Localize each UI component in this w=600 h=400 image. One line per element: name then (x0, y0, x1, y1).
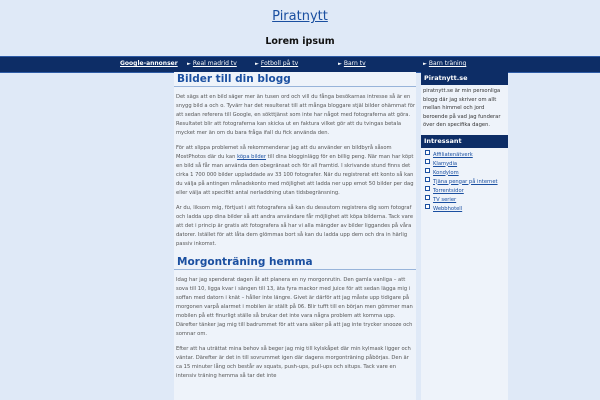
post-paragraph: Efter att ha uträttat mina behov så beger jag mig till kylskåpet där min kylmask ligger och väntar. Därefter är det in till sovrummet igen där dagens morgonträning påbörjas. Den är ca 15 minuter lång och består av squats, push-ups, pull-ups och situps. Tack vare en intensiv träning hemma så tar det inte (176, 346, 411, 379)
sidebar-link-label: Affiliatenätverk (433, 151, 473, 158)
nav-link-barn-traning[interactable] (423, 60, 466, 67)
sidebar-link[interactable] (425, 177, 508, 186)
sidebar-link-list (421, 148, 508, 217)
paragraph-text: För att slippa problemet så rekommenderar jag att du använder en bildbyrå såsom MostPhotos där du kan (176, 145, 392, 160)
arrow-right-icon: ► (187, 61, 191, 67)
nav-link-label: Real madrid tv (192, 60, 237, 67)
sidebar-link[interactable] (425, 195, 508, 204)
bullet-icon (425, 186, 430, 191)
sidebar-link[interactable] (425, 159, 508, 168)
sidebar-about-title: Piratnytt.se (421, 72, 508, 85)
site-header (0, 0, 600, 56)
main-content (174, 72, 416, 400)
bullet-icon (425, 168, 430, 173)
sidebar-links-title: Intressant (421, 135, 508, 148)
sidebar-link-label: Klamydia (433, 160, 458, 167)
nav-link-real-madrid-tv[interactable] (187, 60, 237, 67)
nav-link-label: Barn tv (343, 60, 366, 67)
blog-post (174, 72, 416, 249)
sidebar-link[interactable] (425, 186, 508, 195)
sidebar-link-label: Torrentsidor (433, 187, 464, 194)
bullet-icon (425, 204, 430, 209)
nav-link-label: Barn träning (428, 60, 467, 67)
sidebar-link-label: Webbhotell (433, 205, 463, 212)
paragraph-text: till dina blogginlägg för en billig peng. När man har köpt en bild så får man använda den obegränsat och för all framtid. I skrivande stund finns det cirka 1 700 000 bilder uppladdade av 33 100 fotografer. När du registrerat ett konto så kan du välja på antingen månadskonto med möjlighet att ladda ner upp emot 50 bilder per dag eller välja att specifikt antal nerladdning utan tidsbegränsning. (176, 154, 414, 196)
arrow-right-icon: ► (255, 61, 259, 67)
nav-link-barn-tv[interactable] (338, 60, 366, 67)
bullet-icon (425, 150, 430, 155)
buy-images-link[interactable]: köpa bilder (237, 154, 266, 160)
post-title[interactable]: Bilder till din blogg (174, 73, 416, 87)
sidebar (421, 72, 508, 400)
sidebar-link-label: Kondylom (433, 169, 459, 176)
post-paragraph: Det sägs att en bild säger mer än tusen ord och vill du fånga besökarnas intresse så är en snygg bild a och o. Tyvärr har det resulterat till att många bloggare stjäl bilder ohämmat för att sedan referera till Google, en sökttjänst som inte har något med fotograferna att göra. Resultatet blir att fotograferna kan skicka ut en faktura vilket gör att du tvingas betala mycket mer än om du bara fråga ifall du fick använda den. (176, 94, 416, 136)
sidebar-about-text: piratnytt.se är min personliga blogg där jag skriver om allt mellan himmel och jord beroende på vad jag funderar över den specifika dagen. (423, 88, 501, 128)
site-title-link[interactable]: Piratnytt (272, 9, 328, 24)
post-paragraph: Ar du, liksom mig, förtjust i att fotografera så kan du dessutom registrera dig som fotograf och ladda upp dina bilder så att andra användare får möjlighet att köpa bilderna. Tack vare att det i princip är gratis att fotografera så har vi alla mängder av bilder liggandes på våra datorer. Istället för att låta dem glömmas bort så kan du ladda upp dem och dra in härlig passiv inkomst. (176, 205, 414, 247)
bullet-icon (425, 195, 430, 200)
post-paragraph (176, 144, 416, 198)
nav-link-fotboll-tv[interactable] (255, 60, 298, 67)
google-ads-link[interactable]: Google-annonser (120, 60, 178, 67)
post-paragraph: Idag har jag spenderat dagen åt att planera en ny morgonrutin. Den gamla vanliga – att sova till 10, ligga kvar i sängen till 13, äta fyra mackor med juice för att sedan lägga mig i soffan med datorn i knät – håller inte längre. Givet är därför att jag måste upp tidigare på morgonen varpå alarmet i mobilen är ställt på 06. Blir tufft till en början men gömmer man mobilen på ett finurligt ställe så brukar det inte vara några problem att komma upp. Därefter tänker jag mig till badrummet för att vara säker på att jag inte trycker snooze och somnar om. (176, 277, 413, 337)
sidebar-link[interactable] (425, 150, 508, 159)
blog-post (174, 255, 416, 381)
arrow-right-icon: ► (423, 61, 427, 67)
bullet-icon (425, 159, 430, 164)
arrow-right-icon: ► (338, 61, 342, 67)
nav-bar (0, 56, 600, 73)
post-title[interactable]: Morgonträning hemma (174, 256, 416, 270)
bullet-icon (425, 177, 430, 182)
sidebar-link[interactable] (425, 204, 508, 213)
nav-link-label: Fotboll på tv (260, 60, 299, 67)
site-tagline: Lorem ipsum (265, 36, 335, 47)
sidebar-link[interactable] (425, 168, 508, 177)
sidebar-link-label: TV serier (433, 196, 457, 203)
sidebar-link-label: Tjäna pengar på internet (433, 178, 498, 185)
